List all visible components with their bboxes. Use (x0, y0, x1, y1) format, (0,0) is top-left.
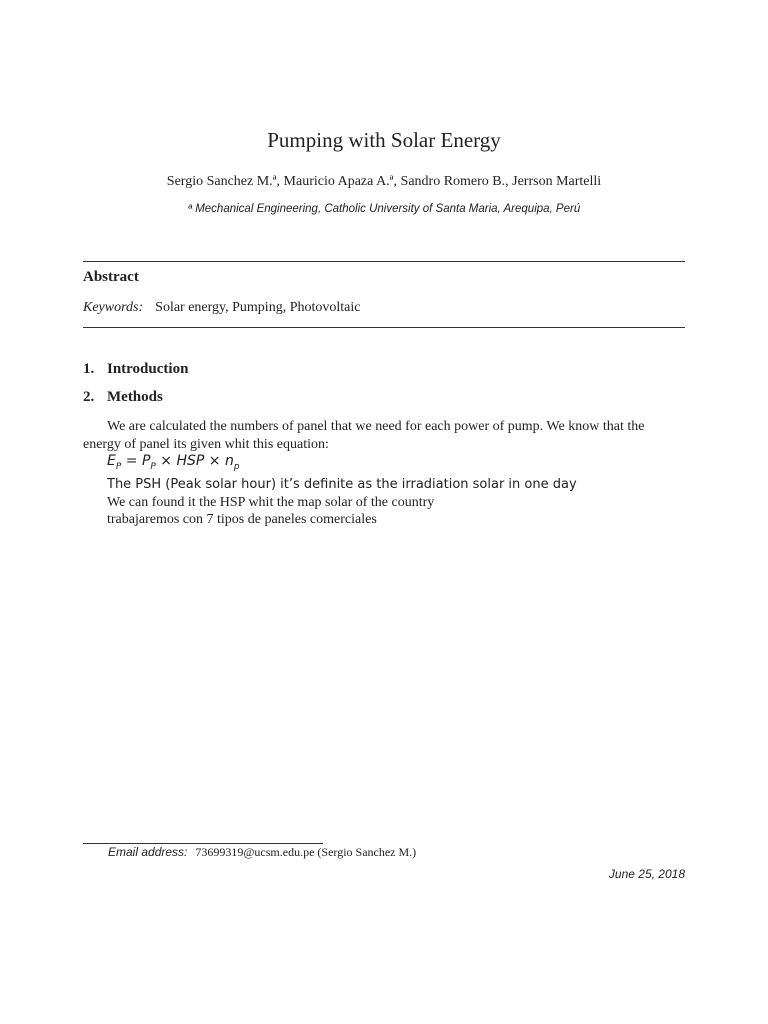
email-address: 73699319@ucsm.edu.pe (195, 845, 315, 859)
keywords-text: Solar energy, Pumping, Photovoltaic (155, 300, 361, 315)
abstract-heading: Abstract (83, 269, 139, 285)
paper-title: Pumping with Solar Energy (267, 128, 501, 152)
abstract-bottom-rule (83, 327, 685, 328)
hsp-map-note: We can found it the HSP whit the map solar of the country (107, 494, 435, 510)
section-methods-heading (83, 389, 163, 406)
email-author: (Sergio Sanchez M.) (317, 845, 417, 859)
panel-energy-equation: $E_P = P_P$ × HSP × $n_p$ (107, 453, 240, 472)
panel-types-note: trabajaremos con 7 tipos de paneles comerciales (107, 512, 377, 528)
footnote-rule (83, 843, 323, 844)
psh-definition: The PSH (Peak solar hour) it’s definite as the irradiation solar in one day (107, 477, 577, 493)
section-title: Methods (107, 389, 163, 405)
keywords-line (83, 300, 360, 316)
email-label: Email address: (108, 845, 188, 859)
affiliation: ª Mechanical Engineering, Catholic University of Santa Maria, Arequipa, Perú (187, 203, 581, 215)
footnote (108, 845, 416, 860)
author-list: Sergio Sanchez M.ª, Mauricio Apaza A.ª, Sandro Romero B., Jerrson Martelli (166, 174, 602, 189)
section-introduction-heading (83, 361, 188, 378)
abstract-top-rule (83, 261, 685, 262)
section-number: 1. (83, 361, 95, 377)
paper-date: June 25, 2018 (608, 867, 685, 881)
methods-body (83, 418, 685, 529)
section-number: 2. (83, 389, 95, 405)
methods-paragraph: We are calculated the numbers of panel that we need for each power of pump. We know that the energy of panel its given whit this equation: (83, 419, 645, 452)
keywords-label: Keywords: (83, 300, 144, 315)
section-title: Introduction (107, 361, 189, 377)
